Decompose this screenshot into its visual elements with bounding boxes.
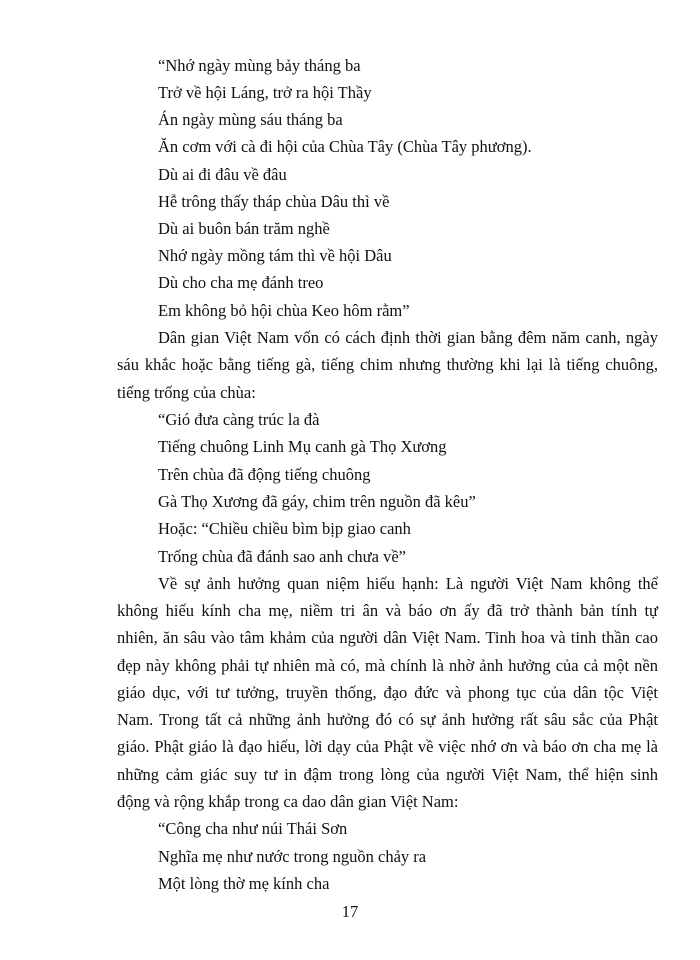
paragraph-line: động và rộng khắp trong ca dao dân gian Việt Nam:: [117, 792, 459, 811]
verse-line: Trên chùa đã động tiếng chuông: [158, 465, 371, 484]
paragraph-line: sáu khắc hoặc bằng tiếng gà, tiếng chim nhưng thường khi lại là tiếng chuông,: [117, 355, 658, 374]
verse-line: “Nhớ ngày mùng bảy tháng ba: [158, 56, 361, 75]
paragraph-line: giáo. Phật giáo là đạo hiếu, lời dạy của Phật về việc nhớ ơn và báo ơn cha mẹ là: [117, 737, 658, 756]
paragraph-line: Dân gian Việt Nam vốn có cách định thời gian bằng đêm năm canh, ngày: [158, 328, 658, 347]
verse-line: Ăn cơm với cà đi hội của Chùa Tây (Chùa Tây phương).: [158, 137, 532, 156]
verse-line: Tiếng chuông Linh Mụ canh gà Thọ Xương: [158, 437, 447, 456]
verse-line: Trở về hội Láng, trở ra hội Thầy: [158, 83, 372, 102]
verse-line: Nhớ ngày mồng tám thì về hội Dâu: [158, 246, 392, 265]
paragraph-line: nhiên, ăn sâu vào tâm khảm của người dân Việt Nam. Tinh hoa và tinh thần cao: [117, 628, 658, 647]
verse-line: Dù ai đi đâu về đâu: [158, 165, 287, 184]
verse-line: “Gió đưa càng trúc la đà: [158, 410, 320, 429]
page-number: 17: [341, 902, 359, 921]
paragraph-line: những cảm giác suy tư in đậm trong lòng của người Việt Nam, thể hiện sinh: [117, 765, 658, 784]
paragraph-line: Nam. Trong tất cả những ảnh hưởng đó có sự ảnh hưởng rất sâu sắc của Phật: [117, 710, 658, 729]
verse-line: Một lòng thờ mẹ kính cha: [158, 874, 330, 893]
verse-line: Hễ trông thấy tháp chùa Dâu thì về: [158, 192, 390, 211]
paragraph-line: đẹp này không phải tự nhiên mà có, mà chính là nhờ ảnh hưởng của cả một nền: [117, 656, 658, 675]
paragraph-line: không hiếu kính cha mẹ, niềm tri ân và báo ơn ấy đã trở thành bản tính tự: [117, 601, 658, 620]
verse-line: Hoặc: “Chiều chiều bìm bịp giao canh: [158, 519, 411, 538]
verse-line: Trống chùa đã đánh sao anh chưa về”: [158, 547, 406, 566]
verse-line: Nghĩa mẹ như nước trong nguồn chảy ra: [158, 847, 427, 866]
verse-line: Dù cho cha mẹ đánh treo: [158, 273, 324, 292]
paragraph-line: giáo dục, với tư tưởng, truyền thống, đạo đức và phong tục của dân tộc Việt: [117, 683, 658, 702]
verse-line: Gà Thọ Xương đã gáy, chim trên nguồn đã kêu”: [158, 492, 476, 511]
verse-line: Em không bỏ hội chùa Keo hôm rằm”: [158, 301, 410, 320]
verse-line: “Công cha như núi Thái Sơn: [158, 819, 348, 838]
verse-line: Dù ai buôn bán trăm nghề: [158, 219, 330, 238]
verse-line: Án ngày mùng sáu tháng ba: [158, 110, 343, 129]
paragraph-line: tiếng trống của chùa:: [117, 383, 256, 402]
paragraph-line: Về sự ảnh hưởng quan niệm hiếu hạnh: Là người Việt Nam không thể: [158, 574, 658, 593]
